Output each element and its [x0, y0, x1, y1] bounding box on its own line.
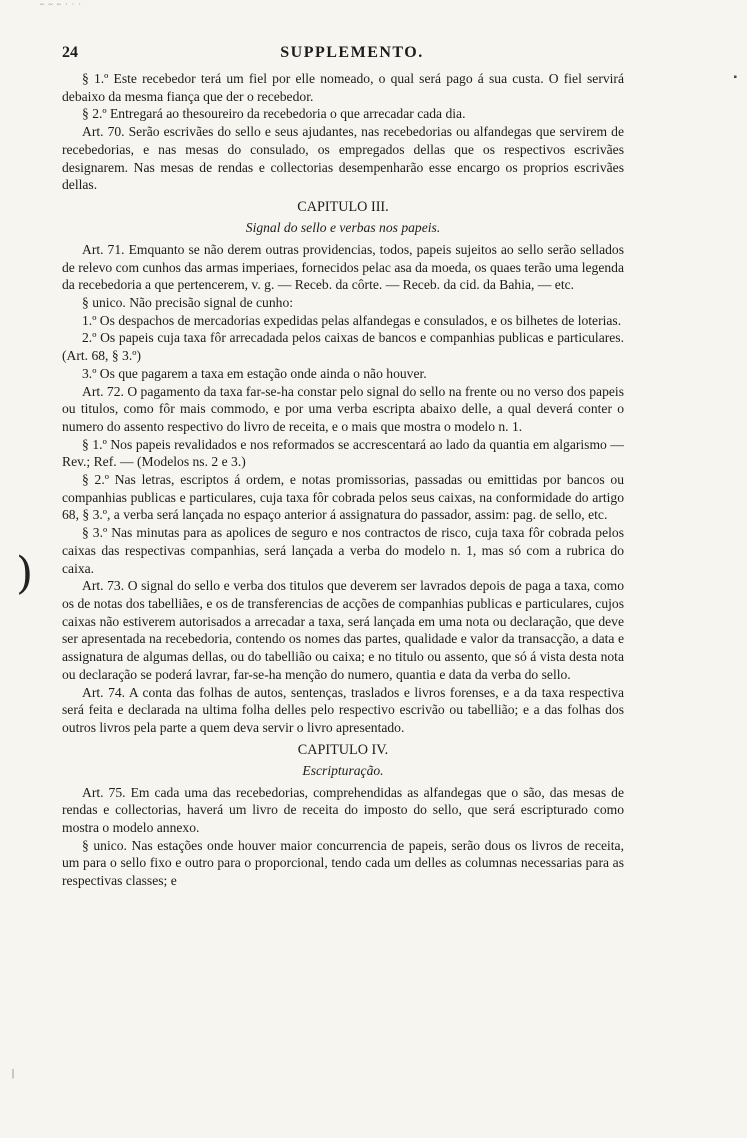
paragraph: § unico. Não precisão signal de cunho:	[82, 295, 294, 311]
paragraph: § 2.º Nas letras, escriptos á ordem, e notas promissorias, passadas ou emittidas por bancos ou companhias publicas e particulares, cuja taxa fôr cobrada pelos seus caixas, na conformidade do artigo 68, § 3.º, a verba será lançada no espaço anterior á assignatura do passador, assim: pag. de sello, etc.	[62, 472, 624, 523]
paragraph: Art. 70. Serão escrivães do sello e seus ajudantes, nas recebedorias ou alfandegas que servirem de recebedorias, e nas mesas do consulado, os empregados dellas que os respectivos escrivães designarem. Nas mesas de rendas e collectorias desempenharão esse encargo os proprios escrivães dellas.	[62, 124, 624, 193]
paragraph: Art. 74. A conta das folhas de autos, sentenças, traslados e livros forenses, e a da taxa respectiva será feita e declarada na ultima folha delles pelo respectivo escrivão ou tabellião; e a das folhas dos outros livros pela parte a quem deva servir o livro apresentado.	[62, 684, 624, 735]
paragraph: § 1.º Nos papeis revalidados e nos reformados se accrescentará ao lado da quantia em algarismo — Rev.; Ref. — (Modelos ns. 2 e 3.)	[62, 436, 624, 470]
paragraph: Art. 75. Em cada uma das recebedorias, comprehendidas as alfandegas que o são, das mesas de rendas e collectorias, haverá um livro de receita do imposto do sello, que será escripturado como mostra o modelo annexo.	[62, 784, 624, 836]
paragraph: 3.º Os que pagarem a taxa em estação onde ainda o não houver.	[82, 365, 427, 381]
paragraph: § 3.º Nas minutas para as apolices de seguro e nos contractos de risco, cuja taxa fôr cobrada pelos caixas das respectivas companhias, será lançada a verba do modelo n. 1, mas só com a rubrica do caixa.	[62, 525, 624, 576]
paragraph: § unico. Nas estações onde houver maior concurrencia de papeis, serão dous os livros de receita, um para o sello fixo e outro para o proporcional, tendo cada um delles as columnas necessarias para as respectivas classes; e	[62, 837, 624, 889]
paragraph: § 1.º Este recebedor terá um fiel por elle nomeado, o qual será pago á sua custa. O fiel servirá debaixo da mesma fiança que der o recebedor.	[62, 71, 624, 104]
paragraph: § 2.º Entregará ao thesoureiro da recebedoria o que arrecadar cada dia.	[82, 106, 466, 122]
text-body	[62, 70, 624, 890]
paragraph: Art. 73. O signal do sello e verba dos titulos que deverem ser lavrados depois de paga a taxa, como os de notas dos tabelliães, e os de transferencias de acções de companhias publicas e particulares, cujos caixas não estiverem autorisados a arrecadar a taxa, será lançada em uma nota ou declaração, que deve ser apresentada na recebedoria, contendo os nomes das partes, qualidade e valor da transacção, a data e assignatura de algumas dellas, ou do tabellião ou caixa; e no titulo ou assento, que só á vista desta nota ou declaração se poderá lavrar, far-se-ha menção do numero, quantia e data da verba do sello.	[62, 578, 624, 682]
running-title: SUPPLEMENTO.	[280, 44, 424, 61]
paragraph: 2.º Os papeis cuja taxa fôr arrecadada pelos caixas de bancos e companhias publicas e particulares. (Art. 68, § 3.º)	[62, 330, 624, 364]
paragraph: 1.º Os despachos de mercadorias expedidas pelas alfandegas e consulados, e os bilhetes de loterias.	[82, 312, 622, 328]
scan-mark: ~ ~ ~ · · ·	[40, 0, 82, 9]
page-header	[62, 44, 642, 66]
paragraph: Art. 71. Emquanto se não derem outras providencias, todos, papeis sujeitos ao sello serão sellados de relevo com cunhos das armas imperiaes, fornecidos pelac asa da moeda, os quaes terão uma legenda da recebedoria a que pertencerem, v. g. — Receb. da côrte. — Receb. da cid. da Bahia, — etc.	[62, 241, 624, 293]
chapter-title: CAPITULO IV.	[297, 741, 389, 758]
chapter-subtitle: Signal do sello e verbas nos papeis.	[245, 219, 441, 235]
paragraph: Art. 72. O pagamento da taxa far-se-ha constar pelo signal do sello na frente ou no verso dos papeis ou titulos, como fôr mais commodo, e por uma verba escripta abaixo delle, a qual deverá conter o numero do assento respectivo do livro de receita, e o mais que mostra o modelo n. 1.	[62, 383, 624, 434]
page-number: 24	[62, 44, 78, 61]
margin-mark: |	[12, 1068, 15, 1079]
margin-mark: ▪	[733, 72, 737, 83]
chapter-title: CAPITULO III.	[297, 198, 389, 215]
chapter-subtitle: Escripturação.	[302, 762, 384, 778]
margin-brace: )	[16, 548, 34, 599]
